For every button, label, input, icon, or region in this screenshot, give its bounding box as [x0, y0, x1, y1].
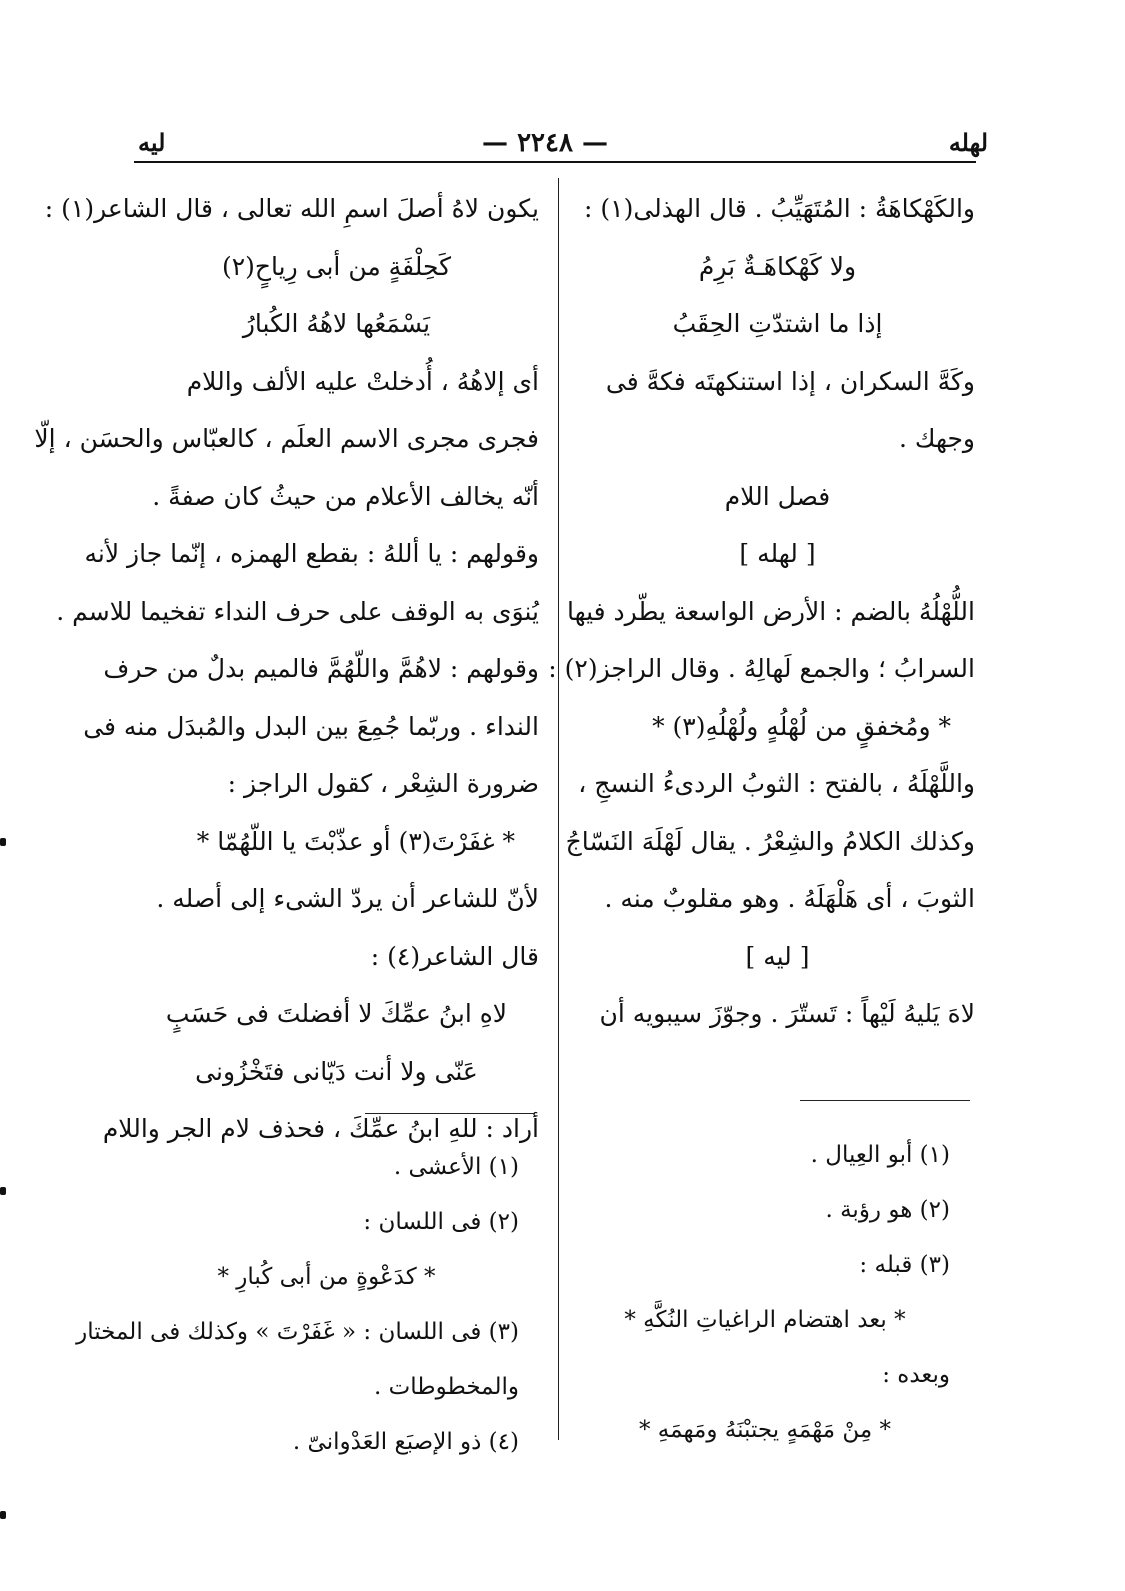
text-line: واللَّهْلَهُ ، بالفتح : الثوبُ الردىءُ النسجِ ، — [578, 769, 975, 798]
verse-line: ولا كَهْكاهَـةٌ بَرِمُ — [698, 251, 857, 281]
scan-margin-mark — [0, 838, 6, 846]
right-column — [548, 180, 975, 1043]
footnote-verse: * بعد اهتضام الراغياتِ النُكَّهِ * — [624, 1307, 906, 1333]
footnote: (١) أبو العِيال . — [810, 1142, 950, 1168]
footnote-verse: * مِنْ مَهْمَهٍ يجتبْنَهُ ومَهمَهِ * — [639, 1417, 891, 1443]
entry-heading: [ لهله ] — [739, 539, 816, 568]
footnote-rule-left — [365, 1113, 535, 1114]
footnote-rule-right — [800, 1100, 970, 1101]
text-line: وقولهم : يا أللهُ : بقطع الهمزه ، إنّما جاز لأنه — [84, 539, 539, 568]
verse-line: كَحِلْفَةٍ من أبى رِياحٍ(٢) — [221, 251, 452, 281]
text-line: فجرى مجرى الاسم العلَم ، كالعبّاس والحسَن ، إلّا — [34, 424, 539, 453]
footnote: (٢) فى اللسان : — [363, 1209, 519, 1235]
text-line: النداء . وربّما جُمِعَ بين البدل والمُبدَل منه فى — [83, 711, 539, 741]
text-line: يُنوَى به الوقف على حرف النداء تفخيما للاسم . — [56, 596, 539, 626]
entry-heading: [ ليه ] — [745, 941, 810, 971]
footnote: (٣) فى اللسان : « غَفَرْتَ » وكذلك فى المختار — [76, 1319, 519, 1345]
footnote: وبعده : — [882, 1362, 950, 1388]
text-line: أراد : للهِ ابنُ عمِّكَ ، فحذف لام الجر واللام — [102, 1114, 539, 1143]
footnote: والمخطوطات . — [374, 1374, 519, 1400]
footnotes-right — [580, 1128, 950, 1458]
section-heading: فصل اللام — [724, 481, 831, 511]
text-line: السرابُ ؛ والجمع لَهالِهُ . وقال الراجز(٢) : — [548, 654, 975, 683]
text-line: اللُّهْلُهُ بالضم : الأرض الواسعة يطّرد فيها — [566, 596, 975, 626]
text-line: لاهَ يَليهُ لَيْهاً : تَستّرَ . وجوّزَ سيبويه أن — [599, 999, 975, 1028]
footnote-verse: * كدَعْوةٍ من أبى كُبارِ * — [217, 1264, 436, 1290]
text-line: ضرورة الشِعْر ، كقول الراجز : — [227, 769, 539, 798]
footnote: (٤) ذو الإصبَع العَدْوانىّ . — [292, 1429, 519, 1455]
column-divider — [558, 178, 559, 1440]
text-line: يكون لاهُ أصلَ اسمِ الله تعالى ، قال الشاعر(١) : — [44, 194, 539, 223]
text-line: وجهك . — [898, 424, 975, 453]
running-head-right: لهله — [948, 128, 988, 157]
header-rule — [134, 161, 976, 163]
verse-line: إذا ما اشتدّتِ الحِقَبُ — [672, 309, 883, 338]
text-line: قال الشاعر(٤) : — [370, 941, 539, 971]
text-line: وكذلك الكلامُ والشِعْرُ . يقال لَهْلَهَ النَسّاجُ — [565, 826, 975, 856]
verse-line: يَسْمَعُها لاهُهُ الكُبارُ — [242, 309, 431, 338]
text-line: الثوبَ ، أى هَلْهَلَهُ . وهو مقلوبٌ منه . — [604, 884, 975, 913]
verse-line: * غفَرْتَ(٣) أو عذّبْتَ يا اللّهُمّا * — [196, 826, 515, 856]
scan-margin-mark — [0, 1187, 6, 1195]
running-head-left: ليه — [138, 128, 166, 157]
left-column — [34, 180, 539, 1158]
footnotes-left — [76, 1140, 519, 1470]
text-line: وكَهَّ السكران ، إذا استنكهتَه فكهَّ فى — [605, 366, 975, 396]
text-line: وقولهم : لاهُمَّ واللّهُمَّ فالميم بدلٌ من حرف — [103, 654, 539, 683]
footnote: (٢) هو رؤبة . — [825, 1197, 950, 1223]
scan-margin-mark — [0, 1511, 6, 1519]
page-number: — ٢٢٤٨ — — [482, 128, 608, 158]
text-line: أى إلاهُهُ ، أُدخلتْ عليه الألف واللام — [186, 366, 539, 396]
text-line: لأنّ للشاعر أن يردّ الشىء إلى أصله . — [156, 884, 539, 913]
text-line: أنّه يخالف الأعلام من حيثُ كان صفةً . — [152, 481, 539, 511]
verse-line: عَنّى ولا أنت دَيّانى فتَخْزُونى — [195, 1056, 478, 1086]
text-line: والكَهْكاهَةُ : المُتَهَيِّبُ . قال الهذلى(١) : — [584, 194, 975, 223]
verse-line: لاهِ ابنُ عمِّكَ لا أفضلتَ فى حَسَبٍ — [165, 999, 508, 1028]
footnote: (٣) قبله : — [859, 1252, 950, 1278]
verse-line: * ومُخفقٍ من لُهْلُهٍ ولُهْلُهِ(٣) * — [652, 711, 951, 741]
footnote: (١) الأعشى . — [393, 1154, 519, 1180]
